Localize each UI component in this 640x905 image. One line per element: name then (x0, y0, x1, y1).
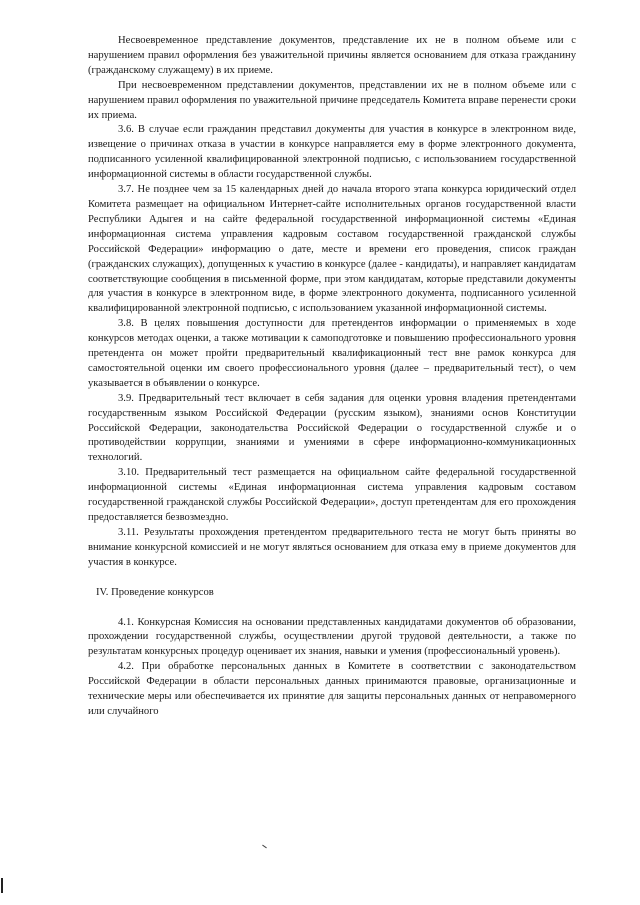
paragraph-4-1: 4.1. Конкурсная Комиссия на основании представленных кандидатами документов об образовании, прохождении государственной службы, осуществлении другой трудовой деятельности, а также по результатам конкурсных процедур оценивает их знания, навыки и умения (профессиональный уровень). (88, 616, 576, 658)
paragraph-late-submission: Несвоевременное представление документов, представление их не в полном объеме или с нарушением правил оформления без уважительной причины является основанием для отказа гражданину (гражданскому служащему) в их приеме. (88, 35, 576, 76)
paragraph-3-8: 3.8. В целях повышения доступности для претендентов информации о применяемых в ходе конкурсов методах оценки, а также мотивации к самоподготовке и повышению профессионального уровня претендента он может пройти предварительный квалификационный тест вне рамок конкурса для самостоятельной оценки им своего профессионального уровня (далее – предварительный тест), о чем указывается в объявлении о конкурсе. (88, 318, 576, 389)
paragraph-valid-reason: При несвоевременном представлении документов, представлении их не в полном объеме или с нарушением правил оформления по уважительной причине председатель Комитета вправе перенести сроки их приема. (88, 79, 576, 121)
document-page (88, 34, 576, 720)
paragraph-3-11: 3.11. Результаты прохождения претендентом предварительного теста не могут быть приняты во внимание конкурсной комиссией и не могут являться основанием для отказа ему в приеме документов для участия в конкурсе. (88, 526, 576, 568)
paragraph-4-2: 4.2. При обработке персональных данных в Комитете в соответствии с законодательством Российской Федерации в области персональных данных принимаются правовые, организационные и технические меры или обеспечивается их принятие для защиты персональных данных от неправомерного или случайного (88, 661, 576, 717)
paragraph-3-6: 3.6. В случае если гражданин представил документы для участия в конкурсе в электронном виде, извещение о причинах отказа в участии в конкурсе направляется ему в форме электронного документа, подписанного усиленной квалифицированной электронной подписью, с использованием государственной информационной системы в области государственной службы. (88, 124, 576, 181)
scan-edge-mark (1, 878, 3, 893)
section-heading: IV. Проведение конкурсов (96, 586, 214, 598)
paragraph-3-7: 3.7. Не позднее чем за 15 календарных дней до начала второго этапа конкурса юридический отдел Комитета размещает на официальном Интернет-сайте исполнительных органов государственной власти Республики Адыгея и на сайте федеральной государственной информационной системы «Единая информационная система управления кадровым составом государственной гражданской службы Российской Федерации» информацию о дате, месте и времени его проведения, список граждан (гражданских служащих), допущенных к участию в конкурсе (далее - кандидаты), и направляет кандидатам соответствующие сообщения в письменной форме, при этом кандидатам, которые представили документы для участия в конкурсе в электронном виде, в форме электронного документа, подписанного усиленной квалифицированной электронной подписью, с использованием указанной информационной системы. (88, 184, 576, 315)
paragraph-3-10: 3.10. Предварительный тест размещается на официальном сайте федеральной государственной информационной системы «Единая информационная система управления кадровым составом государственной гражданской службы Российской Федерации», доступ претендентам для его прохождения предоставляется безвозмездно. (88, 467, 576, 523)
paragraph-3-9: 3.9. Предварительный тест включает в себя задания для оценки уровня владения претендентами государственным языком Российской Федерации (русским языком), знаниями основ Конституции Российской Федерации, законодательства Российской Федерации о государственной службе и о противодействии коррупции, знаниями и умениями в сфере информационно-коммуникационных технологий. (88, 392, 576, 464)
scan-speck (262, 845, 267, 849)
